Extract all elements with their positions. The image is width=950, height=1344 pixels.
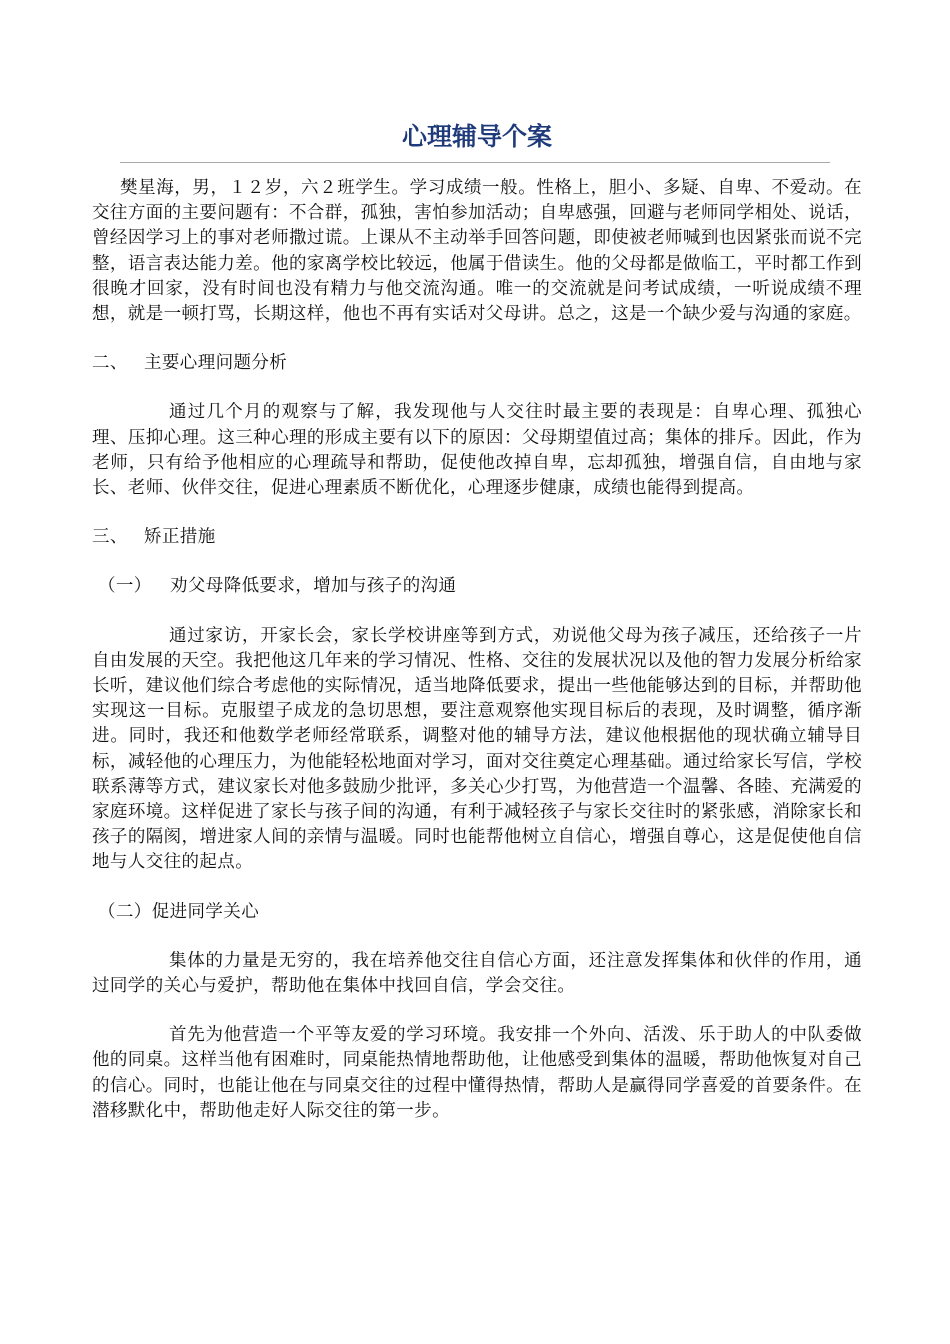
document-title: 心理辅导个案 [401,122,552,151]
section-heading-measures [92,525,862,550]
paragraph-analysis: 通过几个月的观察与了解，我发现他与人交往时最主要的表现是：自卑心理、孤独心理、压抑心理。这三种心理的形成主要有以下的原因：父母期望值过高；集体的排斥。因此，作为老师，只有给予他相应的心理疏导和帮助，促使他改掉自卑，忘却孤独，增强自信，自由地与家长、老师、伙伴交往，促进心理素质不断优化，心理逐步健康，成绩也能得到提高。 [92,402,862,499]
section-heading-analysis [92,351,862,376]
section-title: 主要心理问题分析 [144,353,288,374]
section-number: 三、 [92,527,128,548]
paragraph-intro: 樊星海，男，１２岁，六２班学生。学习成绩一般。性格上，胆小、多疑、自卑、不爱动。在交往方面的主要问题有：不合群，孤独，害怕参加活动；自卑感强，回避与老师同学相处、说话，曾经因学习上的事对老师撒过谎。上课从不主动举手回答问题，即使被老师喊到也因紧张而说不完整，语言表达能力差。他的家离学校比较远，他属于借读生。他的父母都是做临工，平时都工作到很晚才回家，没有时间也没有精力与他交流沟通。唯一的交流就是问考试成绩，一听说成绩不理想，就是一顿打骂，长期这样，他也不再有实话对父母讲。总之，这是一个缺少爱与沟通的家庭。 [92,178,862,325]
section-number: 二、 [92,353,128,374]
document-body [92,176,862,1148]
paragraph-classmates-2: 首先为他营造一个平等友爱的学习环境。我安排一个外向、活泼、乐于助人的中队委做他的同桌。这样当他有困难时，同桌能热情地帮助他，让他感受到集体的温暖，帮助他恢复对自己的信心。同时，也能让他在与同桌交往的过程中懂得热情，帮助人是赢得同学喜爱的首要条件。在潜移默化中，帮助他走好人际交往的第一步。 [92,1025,862,1121]
subsection-heading-parents [92,574,862,599]
paragraph-parents: 通过家访，开家长会，家长学校讲座等到方式，劝说他父母为孩子减压，还给孩子一片自由发展的天空。我把他这几年来的学习情况、性格、交往的发展状况以及他的智力发展分析给家长听，建议他们综合考虑他的实际情况，适当地降低要求，提出一些他能够达到的目标，并帮助他实现这一目标。克服望子成龙的急切思想，要注意观察他实现目标后的表现，及时调整，循序渐进。同时，我还和他数学老师经常联系，调整对他的辅导方法，建议他根据他的现状确立辅导目标，减轻他的心理压力，为他能轻松地面对学习，面对交往奠定心理基础。通过给家长写信，学校联系薄等方式，建议家长对他多鼓励少批评，多关心少打骂，为他营造一个温馨、各睦、充满爱的家庭环境。这样促进了家长与孩子间的沟通，有利于减轻孩子与家长交往时的紧张感，消除家长和孩子的隔阂，增进家人间的亲情与温暖。同时也能帮他树立自信心，增强自尊心，这是促使他自信地与人交往的起点。 [92,625,862,873]
subsection-heading-classmates: （二）促进同学关心 [98,901,260,922]
paragraph-classmates-1: 集体的力量是无穷的，我在培养他交往自信心方面，还注意发挥集体和伙伴的作用，通过同学的关心与爱护，帮助他在集体中找回自信，学会交往。 [92,950,862,997]
section-title: 矫正措施 [144,527,216,548]
subsection-title: 劝父母降低要求，增加与孩子的沟通 [170,576,457,597]
subsection-number: （一） [98,576,152,597]
title-divider [120,162,830,163]
document-page [92,0,862,1121]
